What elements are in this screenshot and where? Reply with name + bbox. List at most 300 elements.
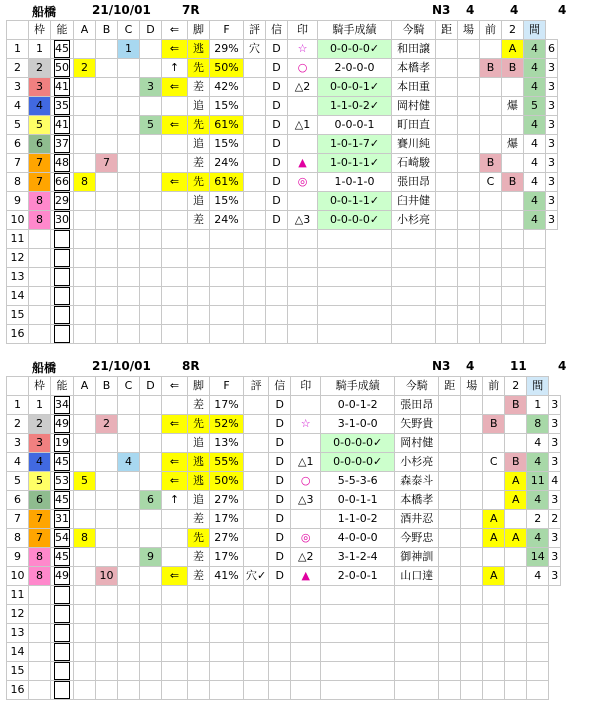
interval-value: 4 [524,173,546,192]
blank-cell [291,681,321,700]
previous-mark: A [483,510,505,529]
c-mark [118,154,140,173]
ability-cell [51,548,74,567]
empty-row [7,586,561,605]
b-mark [96,491,118,510]
previous-mark [483,396,505,415]
course-mark [458,78,480,97]
table-row[interactable] [7,78,558,97]
horse-number: 6 [7,135,29,154]
blank-cell [162,643,188,662]
blank-cell [439,643,461,662]
ability-value [54,681,70,699]
prediction-mark: △1 [291,453,321,472]
f-rate: 52% [210,415,244,434]
c-mark [118,491,140,510]
previous-mark [483,548,505,567]
column-header: 前 [480,21,502,40]
blank-cell [188,249,210,268]
column-header: 今騎 [392,21,436,40]
horse-number: 5 [7,116,29,135]
blank-cell [188,605,210,624]
running-style: 追 [188,97,210,116]
waku-cell: 7 [29,154,51,173]
column-header: ⇐ [162,21,188,40]
waku-cell [29,662,51,681]
blank-cell [266,287,288,306]
horse-number: 4 [7,97,29,116]
b-mark [96,59,118,78]
ability-cell [51,567,74,586]
jockey-record: 2-0-0-1 [321,567,395,586]
column-header: 場 [458,21,480,40]
blank-cell [502,287,524,306]
column-header: B [96,377,118,396]
course-mark [458,211,480,230]
jockey-record: 4-0-0-0 [321,529,395,548]
arrow-icon: ↑ [162,491,188,510]
blank-cell [244,306,266,325]
column-header: 今騎 [395,377,439,396]
evaluation-mark [244,211,266,230]
blank-cell [291,643,321,662]
f-rate: 61% [210,173,244,192]
distance-mark [436,40,458,59]
blank-cell [291,605,321,624]
horse-number: 3 [7,434,29,453]
blank-cell [244,268,266,287]
waku-cell: 5 [29,116,51,135]
a-mark [74,78,96,97]
interval-value: 4 [524,40,546,59]
second-mark: 爆 [502,135,524,154]
a-mark: 2 [74,59,96,78]
horse-number: 7 [7,510,29,529]
evaluation-mark [244,415,269,434]
evaluation-mark [244,173,266,192]
blank-cell [244,681,269,700]
evaluation-mark [244,154,266,173]
blank-cell [395,586,439,605]
ability-cell [51,173,74,192]
blank-cell [288,249,318,268]
running-style: 先 [188,415,210,434]
second-mark: B [505,396,527,415]
f-rate: 29% [210,40,244,59]
prediction-mark: ○ [291,472,321,491]
ability-value [54,605,70,623]
evaluation-mark [244,548,269,567]
venue-label: 船橋 [32,5,57,19]
ability-value: 66 [54,173,70,191]
column-header: 脚 [188,21,210,40]
blank-cell [210,624,244,643]
f-rate: 42% [210,78,244,97]
course-mark [461,510,483,529]
blank-cell [321,586,395,605]
a-mark [74,548,96,567]
ability-cell [51,662,74,681]
blank-cell [395,605,439,624]
d-mark [140,97,162,116]
table-row[interactable] [7,116,558,135]
ability-value: 34 [54,396,70,414]
course-mark [458,173,480,192]
second-mark [502,154,524,173]
evaluation-mark [244,491,269,510]
waku-cell: 6 [29,491,51,510]
c-mark: 1 [118,40,140,59]
ability-cell [51,135,74,154]
previous-mark [480,135,502,154]
jockey-name: 張田昂 [392,173,436,192]
blank-cell [461,605,483,624]
blank-cell [244,249,266,268]
distance-mark [439,453,461,472]
running-style: 先 [188,529,210,548]
horse-number: 9 [7,548,29,567]
blank-cell [118,586,140,605]
blank-cell [527,586,549,605]
blank-cell [395,624,439,643]
empty-row [7,268,558,287]
blank-cell [96,287,118,306]
blank-cell [524,287,546,306]
f-rate: 15% [210,97,244,116]
prediction-mark: ◎ [288,173,318,192]
blank-cell [188,662,210,681]
blank-cell [244,287,266,306]
horse-number: 7 [7,154,29,173]
table-row[interactable] [7,434,561,453]
jockey-name: 本田重 [392,78,436,97]
trust-mark: D [269,529,291,548]
course-mark [461,396,483,415]
class-label: N3 [432,3,451,17]
column-header: D [140,377,162,396]
column-header: A [74,21,96,40]
second-mark: A [502,40,524,59]
f-rate: 27% [210,491,244,510]
blank-cell [118,268,140,287]
blank-cell [458,325,480,344]
running-style: 逃 [188,472,210,491]
ability-cell [51,434,74,453]
blank-cell [74,287,96,306]
evaluation-mark [244,192,266,211]
extra-value: 3 [546,97,558,116]
second-mark: A [505,491,527,510]
trust-mark: D [269,548,291,567]
b-mark [96,529,118,548]
column-header: 能 [51,377,74,396]
ability-value: 49 [54,415,70,433]
distance-mark [436,116,458,135]
previous-mark [480,211,502,230]
d-mark [140,40,162,59]
race-header [0,356,604,376]
extra-value: 3 [546,116,558,135]
blank-cell [527,681,549,700]
blank-cell [244,605,269,624]
ability-value: 35 [54,97,70,115]
blank-cell [436,287,458,306]
table-row[interactable] [7,491,561,510]
blank-cell [480,249,502,268]
blank-cell [461,681,483,700]
table-row[interactable] [7,192,558,211]
blank-cell [480,287,502,306]
evaluation-mark [244,396,269,415]
evaluation-mark [244,135,266,154]
ability-cell [51,491,74,510]
column-header: 信 [266,21,288,40]
venue-label: 船橋 [32,361,57,375]
jockey-record: 3-1-2-4 [321,548,395,567]
ability-value: 50 [54,59,70,77]
prediction-mark [291,510,321,529]
blank-cell [74,268,96,287]
table-row[interactable] [7,415,561,434]
jockey-record: 0-0-1-1 [321,491,395,510]
interval-value: 5 [524,97,546,116]
waku-cell: 6 [29,135,51,154]
ability-cell [51,211,74,230]
distance-mark [436,97,458,116]
table-row[interactable] [7,59,558,78]
column-header: 信 [269,377,291,396]
blank-cell [483,681,505,700]
ability-value [54,249,70,267]
blank-cell [162,681,188,700]
a-mark [74,154,96,173]
column-header: 枠 [29,21,51,40]
blank-cell [188,325,210,344]
evaluation-mark [244,510,269,529]
blank-cell [527,624,549,643]
table-row[interactable] [7,173,558,192]
jockey-name: 小杉亮 [392,211,436,230]
arrow-icon [162,211,188,230]
column-header: 距 [439,377,461,396]
blank-cell [244,643,269,662]
jockey-record: 3-1-0-0 [321,415,395,434]
ability-value: 53 [54,472,70,490]
extra-value: 3 [549,434,561,453]
ability-value [54,624,70,642]
second-mark [502,78,524,97]
blank-cell [96,624,118,643]
blank-cell [461,643,483,662]
waku-cell: 7 [29,173,51,192]
course-mark [461,434,483,453]
waku-cell [29,624,51,643]
jockey-name: 岡村健 [392,97,436,116]
d-mark [140,453,162,472]
second-mark [502,211,524,230]
d-mark [140,135,162,154]
evaluation-mark [244,472,269,491]
f-rate: 15% [210,135,244,154]
distance-mark [439,396,461,415]
ability-value: 54 [54,529,70,547]
d-mark: 6 [140,491,162,510]
jockey-name: 張田昂 [395,396,439,415]
d-mark [140,154,162,173]
prediction-mark: △2 [288,78,318,97]
blank-cell [288,287,318,306]
ability-cell [51,325,74,344]
table-row[interactable] [7,396,561,415]
table-row[interactable] [7,510,561,529]
ability-cell [51,97,74,116]
blank-cell [392,287,436,306]
blank-cell [140,605,162,624]
interval-value: 4 [524,135,546,154]
blank-cell [483,643,505,662]
blank-cell [140,643,162,662]
ability-value: 30 [54,211,70,229]
prediction-mark: ○ [288,59,318,78]
c-mark [118,529,140,548]
blank-cell [118,249,140,268]
jockey-name: 和田譲 [392,40,436,59]
empty-row [7,605,561,624]
jockey-record: 1-0-1-0 [318,173,392,192]
prediction-mark: △2 [291,548,321,567]
table-row[interactable] [7,40,558,59]
running-style: 差 [188,396,210,415]
prediction-mark [288,97,318,116]
blank-cell [318,249,392,268]
horse-number: 4 [7,453,29,472]
blank-cell [210,681,244,700]
blank-cell [74,624,96,643]
column-header: 2 [502,21,524,40]
blank-cell [188,681,210,700]
table-row[interactable] [7,529,561,548]
arrow-icon: ⇐ [162,567,188,586]
blank-cell [244,624,269,643]
course-mark [458,97,480,116]
jockey-name: 石崎駿 [392,154,436,173]
distance-mark [439,472,461,491]
extra-value: 3 [549,415,561,434]
table-row[interactable] [7,154,558,173]
blank-cell [439,586,461,605]
ability-cell [51,510,74,529]
b-mark [96,97,118,116]
column-header: C [118,377,140,396]
table-row[interactable] [7,453,561,472]
interval-value: 4 [524,211,546,230]
ability-value: 31 [54,510,70,528]
horse-number: 2 [7,415,29,434]
race-table [6,20,558,344]
a-mark [74,97,96,116]
blank-cell [439,662,461,681]
distance-mark [439,491,461,510]
blank-cell [210,287,244,306]
trust-mark: D [266,97,288,116]
horse-number: 1 [7,40,29,59]
table-row[interactable] [7,548,561,567]
extra-value: 3 [546,211,558,230]
second-mark: B [502,173,524,192]
ability-value: 41 [54,78,70,96]
blank-cell [392,230,436,249]
blank-cell [96,325,118,344]
blank-cell [502,325,524,344]
d-mark [140,529,162,548]
jockey-name: 本橋孝 [392,59,436,78]
table-row[interactable] [7,567,561,586]
extra-value: 2 [549,510,561,529]
previous-mark: B [480,154,502,173]
horse-number: 14 [7,643,29,662]
ability-value: 49 [54,567,70,585]
jockey-record: 0-0-0-0✓ [321,434,395,453]
table-row[interactable] [7,211,558,230]
blank-cell [505,605,527,624]
jockey-name: 矢野貴 [395,415,439,434]
b-mark [96,548,118,567]
previous-mark [480,116,502,135]
column-header: ⇐ [162,377,188,396]
blank-cell [210,230,244,249]
trust-mark: D [269,396,291,415]
horse-number: 6 [7,491,29,510]
f-rate: 55% [210,453,244,472]
blank-cell [505,681,527,700]
ability-value: 45 [54,491,70,509]
interval-value: 2 [527,510,549,529]
jockey-record: 0-0-0-0✓ [318,40,392,59]
previous-mark: C [483,453,505,472]
trust-mark: D [269,567,291,586]
blank-cell [291,624,321,643]
second-mark [505,548,527,567]
jockey-record: 1-0-1-7✓ [318,135,392,154]
blank-cell [140,306,162,325]
c-mark [118,173,140,192]
interval-value: 4 [524,116,546,135]
blank-cell [140,230,162,249]
blank-cell [244,586,269,605]
blank-cell [269,662,291,681]
ability-cell [51,415,74,434]
b-mark [96,211,118,230]
waku-cell: 4 [29,97,51,116]
interval-value: 11 [527,472,549,491]
blank-cell [74,306,96,325]
a-mark [74,491,96,510]
c-mark [118,548,140,567]
extra-value: 3 [549,548,561,567]
table-row[interactable] [7,135,558,154]
blank-cell [74,586,96,605]
blank-cell [483,586,505,605]
arrow-icon: ⇐ [162,40,188,59]
jockey-name: 賽川純 [392,135,436,154]
a-mark [74,434,96,453]
column-header: B [96,21,118,40]
table-row[interactable] [7,472,561,491]
d-mark [140,59,162,78]
table-row[interactable] [7,97,558,116]
ability-cell [51,624,74,643]
horse-number: 11 [7,586,29,605]
